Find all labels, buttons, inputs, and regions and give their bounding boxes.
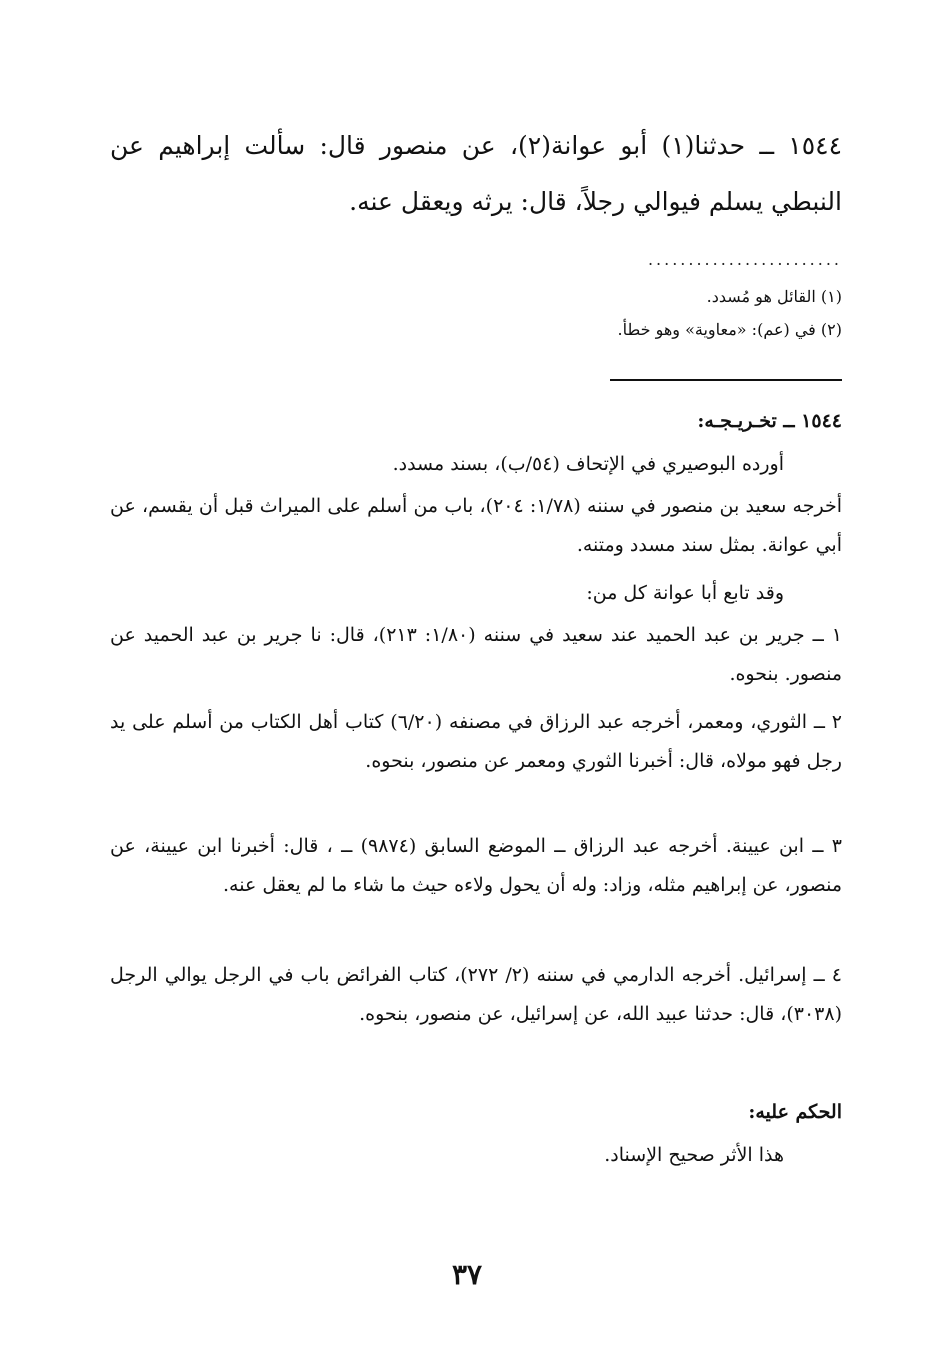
takhrij-said: أخرجه سعيد بن منصور في سننه (١/٧٨: ٢٠٤)، باب من أسلم على الميراث قبل أن يقسم، عن أبي عوانة. بمثل سند مسدد ومتنه. xyxy=(110,495,842,556)
takhrij-item-3: ٣ ــ ابن عيينة. أخرجه عبد الرزاق ــ الموضع السابق (٩٨٧٤) ــ ، قال: أخبرنا ابن عيينة، عن منصور، عن إبراهيم مثله، وزاد: وله أن يحول ولاءه حيث ما شاء ما لم يعقل عنه. xyxy=(110,835,842,896)
footnote-1: (١) القائل هو مُسدد. xyxy=(706,287,842,306)
takhrij-item-4: ٤ ــ إسرائيل. أخرجه الدارمي في سننه (٢/ ٢٧٢)، كتاب الفرائض باب في الرجل يوالي الرجل (٣٠٣٨)، قال: حدثنا عبيد الله، عن إسرائيل، عن منصور، بنحوه. xyxy=(110,964,842,1025)
section-divider xyxy=(610,379,842,381)
page-number: ٣٧ xyxy=(451,1258,483,1291)
hukm-heading: الحكم عليه: xyxy=(748,1101,842,1123)
takhrij-heading: ١٥٤٤ ــ تخـريـجـه: xyxy=(697,410,842,432)
takhrij-item-2: ٢ ــ الثوري، ومعمر، أخرجه عبد الرزاق في مصنفه (٦/٢٠) كتاب أهل الكتاب من أسلم على يد رجل فهو مولاه، قال: أخبرنا الثوري ومعمر عن منصور، بنحوه. xyxy=(110,711,842,772)
footnote-separator: ........................ xyxy=(647,250,842,269)
footnote-2: (٢) في (عم): «معاوية» وهو خطأ. xyxy=(617,320,842,339)
takhrij-busiri: أورده البوصيري في الإتحاف (٥٤/ب)، بسند مسدد. xyxy=(392,453,784,475)
hadith-text: ١٥٤٤ ــ حدثنا(١) أبو عوانة(٢)، عن منصور قال: سألت إبراهيم عن النبطي يسلم فيوالي رجلاً، قال: يرثه ويعقل عنه. xyxy=(110,131,842,216)
takhrij-followers-intro: وقد تابع أبا عوانة كل من: xyxy=(586,582,784,604)
takhrij-item-1: ١ ــ جرير بن عبد الحميد عند سعيد في سننه (١/٨٠: ٢١٣)، قال: نا جرير بن عبد الحميد عن منصور. بنحوه. xyxy=(110,624,842,685)
hukm-text: هذا الأثر صحيح الإسناد. xyxy=(604,1144,784,1166)
